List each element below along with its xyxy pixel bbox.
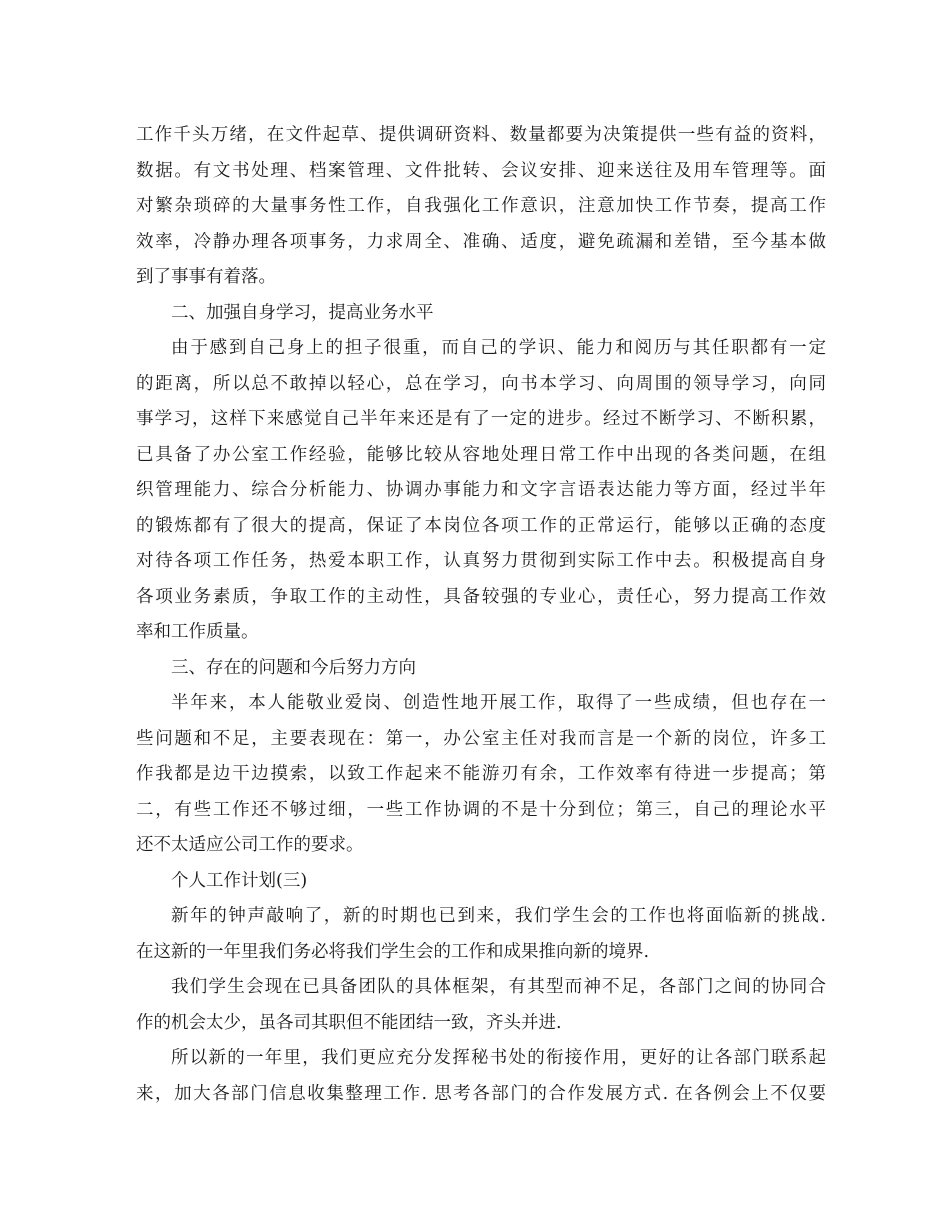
paragraph-line: 事学习，这样下来感觉自己半年来还是有了一定的进步。经过不断学习、不断积累， [136, 409, 826, 429]
document-body [136, 118, 826, 1112]
paragraph-line: 所以新的一年里，我们更应充分发挥秘书处的衔接作用，更好的让各部门联系起 [171, 1048, 826, 1068]
section-heading: 个人工作计划(三) [171, 870, 308, 891]
paragraph-line: 已具备了办公室工作经验，能够比较从容地处理日常工作中出现的各类问题，在组 [136, 444, 826, 465]
paragraph-line: 在这新的一年里我们务必将我们学生会的工作和成果推向新的境界. [136, 941, 650, 962]
paragraph-line: 我们学生会现在已具备团队的具体框架，有其型而神不足，各部门之间的协同合 [171, 977, 826, 997]
paragraph-line: 到了事事有着落。 [136, 267, 276, 287]
paragraph-line: 的距离，所以总不敢掉以轻心，总在学习，向书本学习、向周围的领导学习，向同 [136, 373, 826, 394]
paragraph-line: 二，有些工作还不够过细，一些工作协调的不是十分到位；第三，自己的理论水平 [136, 799, 826, 820]
section-heading: 二、加强自身学习，提高业务水平 [171, 302, 434, 323]
paragraph-line: 作的机会太少，虽各司其职但不能团结一致，齐头并进. [136, 1012, 562, 1033]
paragraph-line: 来，加大各部门信息收集整理工作. 思考各部门的合作发展方式. 在各例会上不仅要 [136, 1083, 826, 1104]
section-heading: 三、存在的问题和今后努力方向 [171, 657, 416, 678]
paragraph-line: 数据。有文书处理、档案管理、文件批转、会议安排、迎来送往及用车管理等。面 [136, 160, 826, 181]
paragraph-line: 工作千头万绪，在文件起草、提供调研资料、数量都要为决策提供一些有益的资料， [136, 125, 826, 145]
paragraph-line: 对繁杂琐碎的大量事务性工作，自我强化工作意识，注意加快工作节奏，提高工作 [136, 196, 826, 216]
paragraph-line: 些问题和不足，主要表现在：第一，办公室主任对我而言是一个新的岗位，许多工 [136, 728, 826, 749]
paragraph-line: 织管理能力、综合分析能力、协调办事能力和文字言语表达能力等方面，经过半年 [136, 480, 826, 500]
paragraph-line: 新年的钟声敲响了，新的时期也已到来，我们学生会的工作也将面临新的挑战. [171, 906, 826, 926]
paragraph-line: 对待各项工作任务，热爱本职工作，认真努力贯彻到实际工作中去。积极提高自身 [136, 551, 826, 571]
paragraph-line: 的锻炼都有了很大的提高，保证了本岗位各项工作的正常运行，能够以正确的态度 [136, 515, 826, 536]
paragraph-line: 率和工作质量。 [136, 622, 259, 642]
paragraph-line: 效率，冷静办理各项事务，力求周全、准确、适度，避免疏漏和差错，至今基本做 [136, 231, 826, 252]
paragraph-line: 半年来，本人能敬业爱岗、创造性地开展工作，取得了一些成绩，但也存在一 [171, 693, 826, 713]
paragraph-line: 各项业务素质，争取工作的主动性，具备较强的专业心，责任心，努力提高工作效 [136, 586, 826, 607]
paragraph-line: 还不太适应公司工作的要求。 [136, 835, 364, 855]
paragraph-line: 作我都是边干边摸索，以致工作起来不能游刃有余，工作效率有待进一步提高；第 [136, 764, 826, 784]
paragraph-line: 由于感到自己身上的担子很重，而自己的学识、能力和阅历与其任职都有一定 [171, 338, 826, 358]
